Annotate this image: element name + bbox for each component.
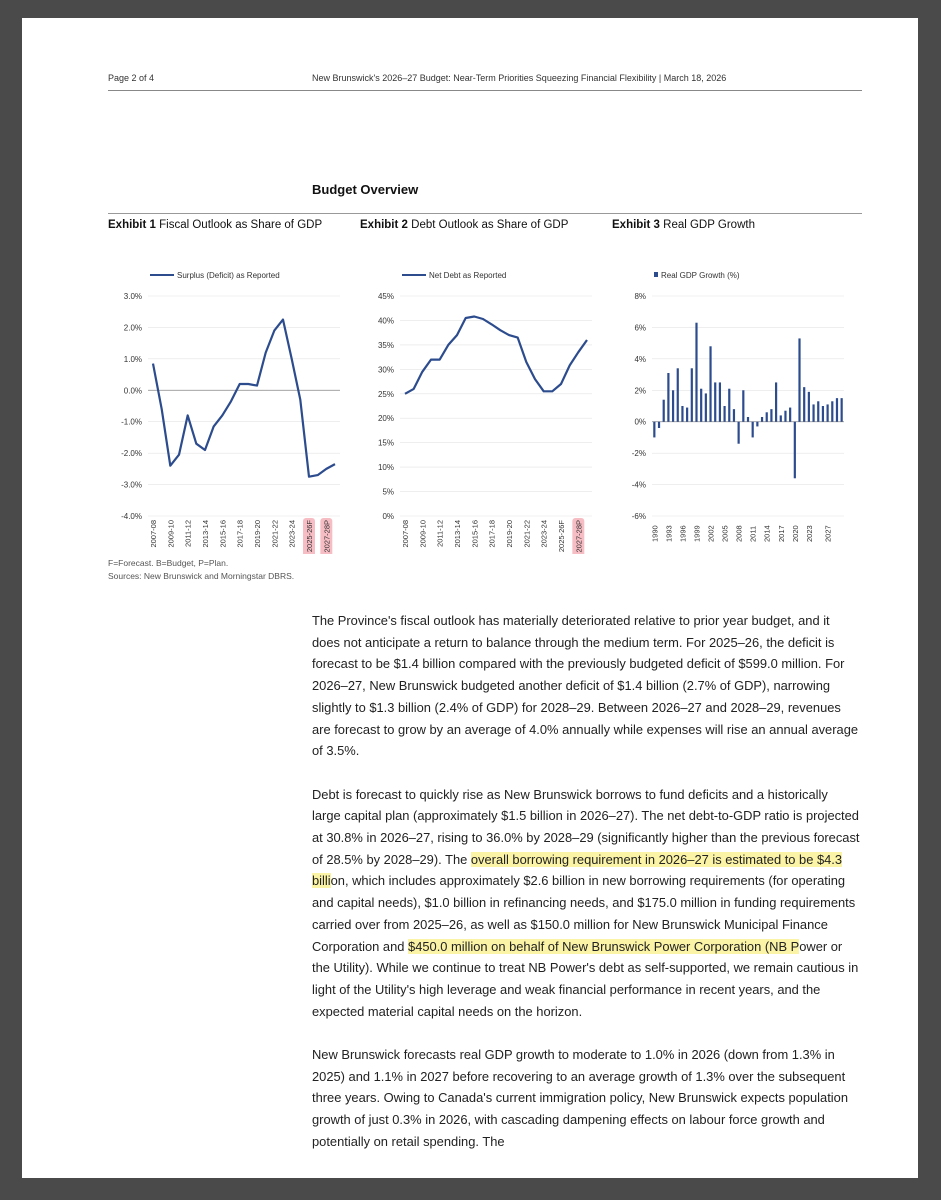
legend-label: Net Debt as Reported bbox=[429, 271, 507, 280]
running-header bbox=[108, 70, 862, 91]
y-tick-label: -4% bbox=[631, 480, 646, 490]
bar bbox=[709, 346, 711, 421]
y-tick-label: 2% bbox=[634, 386, 646, 396]
chart-svg bbox=[612, 244, 852, 554]
bar bbox=[803, 387, 805, 422]
bar bbox=[738, 422, 740, 444]
x-tick-label: 2002 bbox=[706, 525, 716, 542]
x-tick-label: 2009-10 bbox=[166, 520, 176, 548]
x-tick-label: 2009-10 bbox=[418, 520, 428, 548]
exhibit-3-name: Real GDP Growth bbox=[663, 219, 755, 231]
x-tick-label: 2023-24 bbox=[287, 520, 297, 548]
bar bbox=[808, 392, 810, 422]
y-tick-label: 0% bbox=[634, 417, 646, 427]
bar bbox=[691, 368, 693, 421]
x-tick-label: 2005 bbox=[720, 525, 730, 542]
exhibit-3-number: Exhibit 3 bbox=[612, 219, 660, 231]
chart-debt-outlook bbox=[360, 244, 600, 554]
bar bbox=[663, 400, 665, 422]
x-tick-label: 2019-20 bbox=[505, 520, 514, 548]
x-tick-label: 2023 bbox=[804, 525, 814, 542]
bar bbox=[728, 389, 730, 422]
bar bbox=[775, 382, 777, 421]
chart-svg bbox=[360, 244, 600, 554]
exhibit-3-title bbox=[612, 219, 755, 231]
y-tick-label: 15% bbox=[377, 438, 394, 448]
y-tick-label: -2.0% bbox=[121, 449, 142, 459]
x-tick-label: 1996 bbox=[678, 525, 688, 542]
bar bbox=[841, 398, 843, 422]
bar bbox=[742, 390, 744, 421]
x-tick-label: 2025-26F bbox=[305, 520, 314, 553]
bar bbox=[705, 393, 707, 421]
y-tick-label: -6% bbox=[631, 512, 646, 521]
y-tick-label: -4.0% bbox=[121, 512, 142, 521]
legend-label: Surplus (Deficit) as Reported bbox=[177, 271, 280, 280]
x-tick-label: 2017-18 bbox=[487, 520, 497, 548]
x-tick-label: 2027-28P bbox=[322, 520, 332, 553]
bar bbox=[756, 422, 758, 427]
legend-label: Real GDP Growth (%) bbox=[661, 271, 740, 280]
x-tick-label: 2019-20 bbox=[253, 520, 262, 548]
y-tick-label: 6% bbox=[634, 323, 646, 333]
bar bbox=[686, 408, 688, 422]
x-tick-label: 2013-14 bbox=[201, 520, 210, 548]
highlighted-text: $450.0 million on behalf of New Brunswick Power Corporation (NB P bbox=[408, 938, 800, 954]
x-tick-label: 2007-08 bbox=[149, 520, 158, 548]
body-paragraph bbox=[312, 610, 860, 762]
x-tick-label: 2023-24 bbox=[539, 520, 549, 548]
body-paragraph bbox=[312, 1044, 860, 1153]
x-tick-label: 2008 bbox=[734, 525, 744, 542]
exhibit-2-name: Debt Outlook as Share of GDP bbox=[411, 219, 569, 231]
bar bbox=[817, 401, 819, 421]
y-tick-label: -1.0% bbox=[121, 417, 142, 427]
y-tick-label: 8% bbox=[634, 292, 646, 301]
y-tick-label: 30% bbox=[377, 365, 394, 375]
x-tick-label: 2027-28P bbox=[574, 520, 584, 553]
y-tick-label: 3.0% bbox=[123, 292, 142, 301]
running-title: New Brunswick's 2026–27 Budget: Near-Term Priorities Squeezing Financial Flexibility | March 18, 2026 bbox=[312, 73, 727, 83]
bar bbox=[789, 408, 791, 422]
y-tick-label: 0% bbox=[382, 512, 394, 521]
x-tick-label: 2027 bbox=[823, 525, 833, 542]
x-tick-label: 2017 bbox=[776, 525, 786, 542]
body-text bbox=[312, 610, 860, 1174]
y-tick-label: 2.0% bbox=[123, 323, 142, 333]
exhibit-2-number: Exhibit 2 bbox=[360, 219, 408, 231]
section-rule bbox=[108, 213, 862, 214]
bar bbox=[822, 406, 824, 422]
y-tick-label: 45% bbox=[377, 292, 394, 301]
y-tick-label: 10% bbox=[377, 463, 394, 473]
x-tick-label: 2013-14 bbox=[453, 520, 462, 548]
exhibit-1-title bbox=[108, 219, 322, 231]
y-tick-label: 35% bbox=[377, 340, 394, 350]
bar bbox=[831, 401, 833, 421]
y-tick-label: 5% bbox=[382, 487, 394, 497]
bar bbox=[653, 422, 655, 438]
bar bbox=[752, 422, 754, 438]
bar bbox=[700, 389, 702, 422]
bar bbox=[747, 417, 749, 422]
x-tick-label: 2007-08 bbox=[401, 520, 410, 548]
legend-swatch bbox=[654, 272, 658, 277]
paragraph-text: Debt is forecast to quickly rise as New Brunswick borrows to fund deficits and a historically large capital plan (approximately $1.5 billion in 2026–27). The net debt-to-GDP ratio is projected at 30.8% in 2026–27, rising to 36.0% by 2028–29 (significantly higher than the previous forecast of 28.5% by 2028–29). The bbox=[312, 786, 860, 867]
x-tick-label: 2015-16 bbox=[470, 520, 480, 548]
y-tick-label: 1.0% bbox=[123, 354, 142, 364]
chart-svg bbox=[108, 244, 348, 554]
bar bbox=[658, 422, 660, 428]
x-tick-label: 2021-22 bbox=[270, 520, 280, 548]
chart-real-gdp-growth bbox=[612, 244, 852, 554]
x-tick-label: 2015-16 bbox=[218, 520, 228, 548]
exhibit-2-title bbox=[360, 219, 568, 231]
x-tick-label: 1999 bbox=[692, 525, 702, 542]
y-tick-label: 25% bbox=[377, 389, 394, 399]
bar bbox=[770, 409, 772, 422]
bar bbox=[681, 406, 683, 422]
body-paragraph bbox=[312, 784, 860, 1023]
chart-fiscal-outlook bbox=[108, 244, 348, 554]
x-tick-label: 2011-12 bbox=[183, 520, 193, 547]
bar bbox=[677, 368, 679, 421]
y-tick-label: 40% bbox=[377, 316, 394, 326]
x-tick-label: 1990 bbox=[650, 525, 660, 542]
x-tick-label: 2021-22 bbox=[522, 520, 532, 548]
bar bbox=[836, 398, 838, 422]
paragraph-text: The Province's fiscal outlook has materially deteriorated relative to prior year budget, and it does not anticipate a return to balance through the medium term. For 2025–26, the deficit is forecast to be $1.4 billion compared with the previously budgeted deficit of $599.0 million. For 2026–27, New Brunswick budgeted another deficit of $1.4 billion (2.7% of GDP), narrowing slightly to $1.3 billion (2.4% of GDP) for 2028–29. Between 2026–27 and 2028–29, revenues are forecast to grow by an average of 4.0% annually while expenses will rise an annual average of 3.5%. bbox=[312, 613, 859, 759]
series-line bbox=[405, 317, 587, 394]
bar bbox=[667, 373, 669, 422]
y-tick-label: 0.0% bbox=[123, 386, 142, 396]
forecast-note: F=Forecast. B=Budget, P=Plan. bbox=[108, 558, 229, 568]
exhibit-1-name: Fiscal Outlook as Share of GDP bbox=[159, 219, 323, 231]
bar bbox=[672, 390, 674, 421]
bar bbox=[766, 412, 768, 421]
section-title: Budget Overview bbox=[312, 182, 419, 197]
page-number: Page 2 of 4 bbox=[108, 73, 155, 83]
highlighted-text: overall borrowing requirement in 2026–27 is estimated to be $4.3 billi bbox=[312, 851, 843, 889]
bar bbox=[784, 411, 786, 422]
bar bbox=[827, 404, 829, 421]
y-tick-label: -3.0% bbox=[121, 480, 142, 490]
bar bbox=[733, 409, 735, 422]
x-tick-label: 2017-18 bbox=[235, 520, 245, 548]
y-tick-label: -2% bbox=[631, 449, 646, 459]
paragraph-text: on, which includes approximately $2.6 billion in new borrowing requirements (for operating and capital needs), $1.0 billion in refinancing needs, and $175.0 million in funding requirements carried over from 2025–26, as well as $150.0 million for New Brunswick Municipal Finance Corporation and bbox=[312, 873, 856, 954]
x-tick-label: 2020 bbox=[790, 525, 800, 542]
paragraph-text: New Brunswick forecasts real GDP growth to moderate to 1.0% in 2026 (down from 1.3% in 2025) and 1.1% in 2027 before recovering to an average growth of 1.3% over the subsequent three years. Owing to Canada's current immigration policy, New Brunswick expects population growth of just 0.3% in 2026, with cascading dampening effects on labour force growth and potentially on retail spending. The bbox=[312, 1047, 848, 1149]
bar bbox=[812, 404, 814, 421]
exhibit-1-number: Exhibit 1 bbox=[108, 219, 156, 231]
x-tick-label: 2014 bbox=[762, 525, 772, 542]
x-tick-label: 2011 bbox=[748, 525, 758, 542]
x-tick-label: 2025-26F bbox=[557, 520, 566, 553]
document-page bbox=[22, 18, 918, 1178]
bar bbox=[794, 422, 796, 479]
bar bbox=[719, 382, 721, 421]
bar bbox=[798, 338, 800, 421]
y-tick-label: 20% bbox=[377, 414, 394, 424]
bar bbox=[714, 382, 716, 421]
bar bbox=[695, 323, 697, 422]
bar bbox=[723, 406, 725, 422]
bar bbox=[761, 417, 763, 422]
y-tick-label: 4% bbox=[634, 354, 646, 364]
bar bbox=[780, 415, 782, 421]
x-tick-label: 1993 bbox=[664, 525, 674, 542]
paragraph-text: ower or the Utility). While we continue to treat NB Power's debt as self-supported, we remain cautious in light of the Utility's high leverage and weak financial performance in recent years, and the expected material capital needs on the horizon. bbox=[312, 938, 859, 1019]
sources-note: Sources: New Brunswick and Morningstar DBRS. bbox=[108, 571, 295, 581]
x-tick-label: 2011-12 bbox=[435, 520, 445, 547]
